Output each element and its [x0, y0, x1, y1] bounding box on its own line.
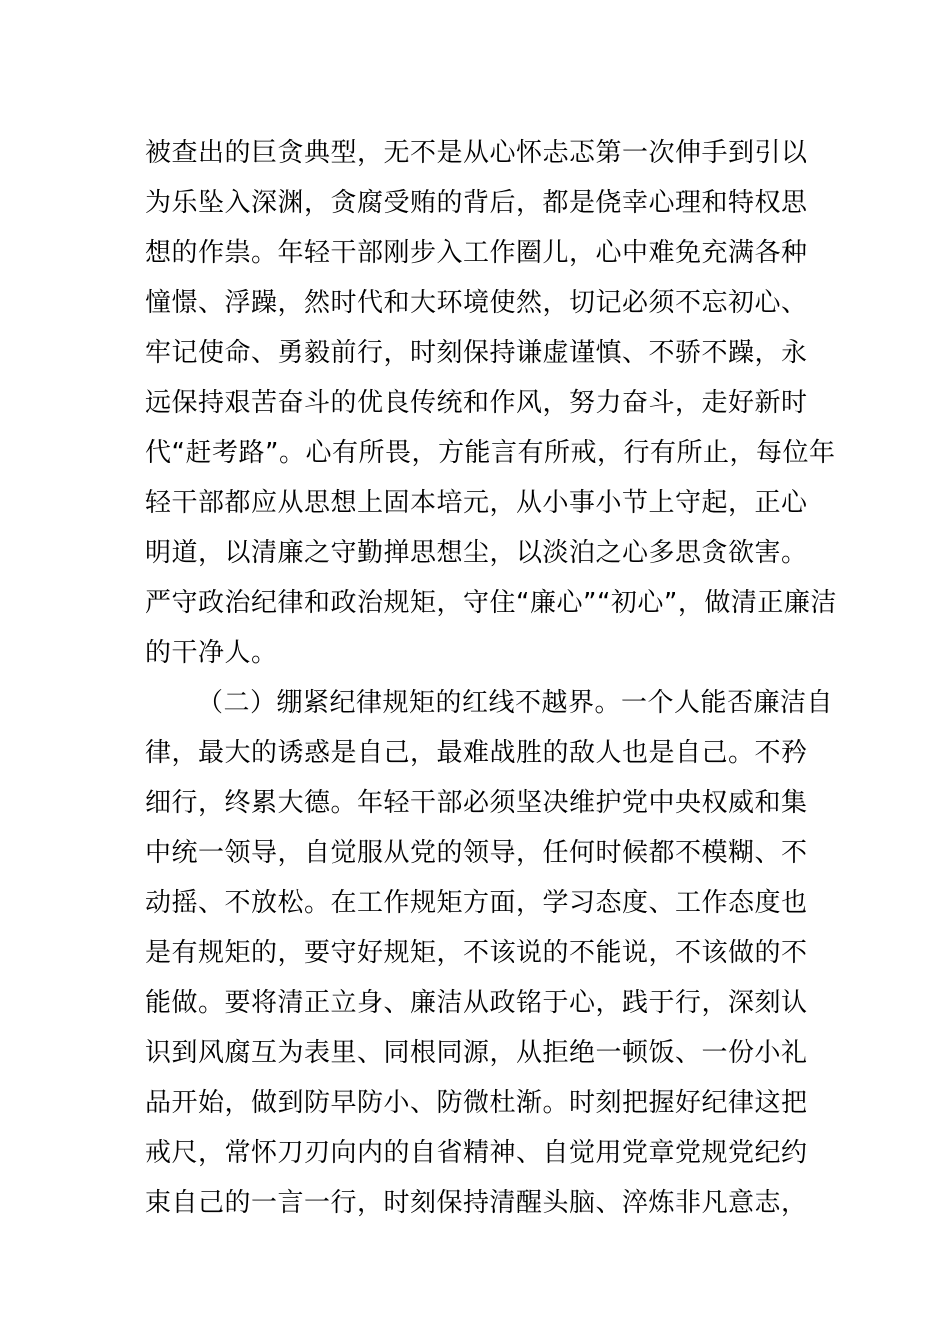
text-line: 的干净人。: [145, 638, 278, 668]
text-line: 识到风腐互为表里、同根同源，从拒绝一顿饭、一份小礼: [145, 1038, 808, 1068]
text-line: 律，最大的诱惑是自己，最难战胜的敌人也是自己。不矜: [145, 738, 808, 768]
text-line: 远保持艰苦奋斗的优良传统和作风，努力奋斗，走好新时: [145, 388, 808, 418]
text-line: 轻干部都应从思想上固本培元，从小事小节上守起，正心: [145, 488, 808, 518]
text-line: 能做。要将清正立身、廉洁从政铭于心，践于行，深刻认: [145, 988, 808, 1018]
text-line: 动摇、不放松。在工作规矩方面，学习态度、工作态度也: [145, 888, 808, 918]
section-heading-line: （二）绷紧纪律规矩的红线不越界。一个人能否廉洁自: [197, 688, 834, 718]
text-line: 为乐坠入深渊，贪腐受贿的背后，都是侥幸心理和特权思: [145, 188, 808, 218]
body-text: [145, 128, 837, 1228]
text-line: 憧憬、浮躁，然时代和大环境使然，切记必须不忘初心、: [145, 288, 808, 318]
text-line: 是有规矩的，要守好规矩，不该说的不能说，不该做的不: [145, 938, 808, 968]
text-line: 中统一领导，自觉服从党的领导，任何时候都不模糊、不: [145, 838, 808, 868]
text-line: 品开始，做到防早防小、防微杜渐。时刻把握好纪律这把: [145, 1088, 808, 1118]
text-line: 束自己的一言一行，时刻保持清醒头脑、淬炼非凡意志，: [145, 1188, 808, 1218]
text-line: 代“赶考路”。心有所畏，方能言有所戒，行有所止，每位年: [145, 438, 836, 468]
text-line: 被查出的巨贪典型，无不是从心怀忐忑第一次伸手到引以: [145, 138, 808, 168]
text-line: 想的作祟。年轻干部刚步入工作圈儿，心中难免充满各种: [145, 238, 808, 268]
text-line: 牢记使命、勇毅前行，时刻保持谦虚谨慎、不骄不躁，永: [145, 338, 808, 368]
text-line: 严守政治纪律和政治规矩，守住“廉心”“初心”，做清正廉洁: [145, 588, 837, 618]
text-line: 明道，以清廉之守勤掸思想尘，以淡泊之心多思贪欲害。: [145, 538, 808, 568]
text-line: 戒尺，常怀刀刃向内的自省精神、自觉用党章党规党纪约: [145, 1138, 808, 1168]
text-line: 细行，终累大德。年轻干部必须坚决维护党中央权威和集: [145, 788, 808, 818]
